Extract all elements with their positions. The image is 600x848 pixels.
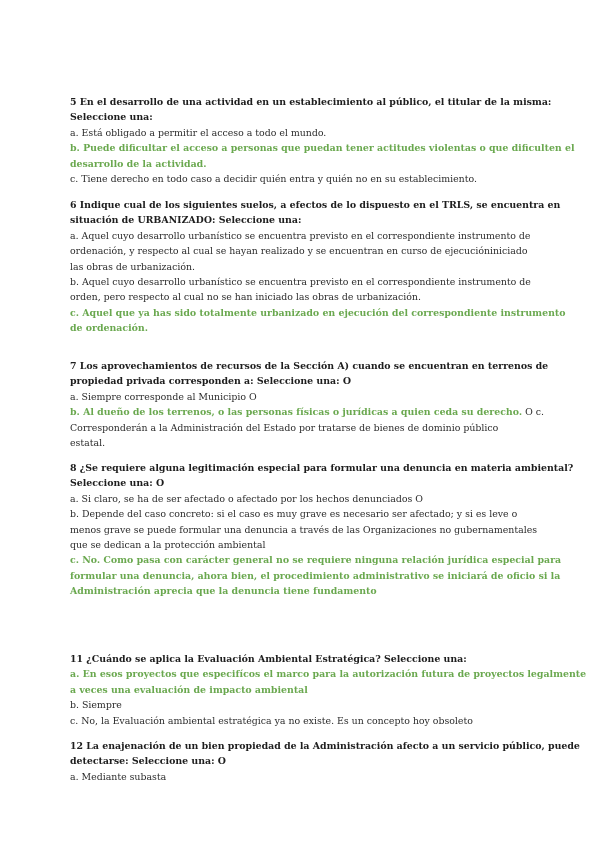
question-title: detectarse: Seleccione una: O [70, 756, 226, 768]
option-b: orden, pero respecto al cual no se han iniciado las obras de urbanización. [70, 292, 421, 304]
question-title: 5 En el desarrollo de una actividad en un establecimiento al público, el titular de la misma: [70, 97, 552, 108]
option-c-prefix: O c. [522, 407, 544, 419]
question-title: 7 Los aprovechamientos de recursos de la Sección A) cuando se encuentran en terrenos de [70, 361, 549, 372]
question-title: propiedad privada corresponden a: Seleccione una: O [70, 376, 351, 388]
option-b-correct: desarrollo de la actividad. [70, 158, 207, 170]
question-title: 12 La enajenación de un bien propiedad de la Administración afecto a un servicio público, puede [70, 741, 580, 752]
option-c-correct: formular una denuncia, ahora bien, el procedimiento administrativo se iniciará de oficio si la [70, 570, 561, 582]
question-8 [70, 461, 574, 600]
option-b-correct: b. Puede dificultar el acceso a personas que puedan tener actitudes violentas o que dificulten el [70, 143, 575, 155]
option-c-correct: c. No. Como pasa con carácter general no se requiere ninguna relación jurídica especial para [70, 555, 562, 567]
question-title: Seleccione una: [70, 112, 153, 124]
option-c-correct: de ordenación. [70, 323, 148, 335]
question-title: situación de URBANIZADO: Seleccione una: [70, 215, 302, 227]
option-c-correct: Administración aprecia que la denuncia tiene fundamento [70, 586, 377, 598]
question-title: 8 ¿Se requiere alguna legitimación especial para formular una denuncia en materia ambiental? [70, 463, 574, 474]
option-a: las obras de urbanización. [70, 261, 196, 273]
option-b-correct: b. Al dueño de los terrenos, o las personas físicas o jurídicas a quien ceda su derecho. [70, 407, 523, 419]
option-c-correct: c. Aquel que ya has sido totalmente urbanizado en ejecución del correspondiente instrumento [70, 307, 566, 319]
option-c: Corresponderán a la Administración del Estado por tratarse de bienes de dominio público [70, 422, 499, 434]
option-b-line [70, 405, 544, 420]
question-5 [70, 95, 575, 187]
option-a: ordenación, y respecto al cual se hayan realizado y se encuentran en curso de ejecucióniniciado [70, 246, 528, 258]
question-title: Seleccione una: O [70, 478, 165, 490]
option-a: a. Mediante subasta [70, 771, 167, 783]
option-a: a. Si claro, se ha de ser afectado o afectado por los hechos denunciados O [70, 493, 423, 505]
option-a-correct: a veces una evaluación de impacto ambiental [70, 684, 308, 696]
option-b: b. Siempre [70, 700, 122, 712]
option-b: menos grave se puede formular una denuncia a través de las Organizaciones no gubernamentales [70, 524, 538, 536]
question-6 [70, 198, 566, 337]
question-12 [70, 739, 580, 785]
option-b: b. Depende del caso concreto: si el caso es muy grave es necesario ser afectado; y si es leve o [70, 509, 518, 521]
option-b: que se dedican a la protección ambiental [70, 540, 266, 552]
question-title: 11 ¿Cuándo se aplica la Evaluación Ambiental Estratégica? Seleccione una: [70, 654, 467, 665]
option-a: a. Aquel cuyo desarrollo urbanístico se encuentra previsto en el correspondiente instrumento de [70, 230, 531, 242]
option-c: c. Tiene derecho en todo caso a decidir quién entra y quién no en su establecimiento. [70, 174, 477, 186]
question-7 [70, 359, 549, 451]
option-a-correct: a. En esos proyectos que especifícos el marco para la autorización futura de proyectos legalmente [70, 669, 587, 681]
option-a: a. Está obligado a permitir el acceso a todo el mundo. [70, 127, 327, 139]
question-11 [70, 652, 587, 729]
question-title: 6 Indique cual de los siguientes suelos, a efectos de lo dispuesto en el TRLS, se encuentra en [70, 200, 561, 211]
option-c: c. No, la Evaluación ambiental estratégica ya no existe. Es un concepto hoy obsoleto [70, 715, 473, 727]
option-a: a. Siempre corresponde al Municipio O [70, 391, 257, 403]
option-b: b. Aquel cuyo desarrollo urbanístico se encuentra previsto en el correspondiente instrumento de [70, 277, 531, 289]
option-c: estatal. [70, 438, 106, 450]
